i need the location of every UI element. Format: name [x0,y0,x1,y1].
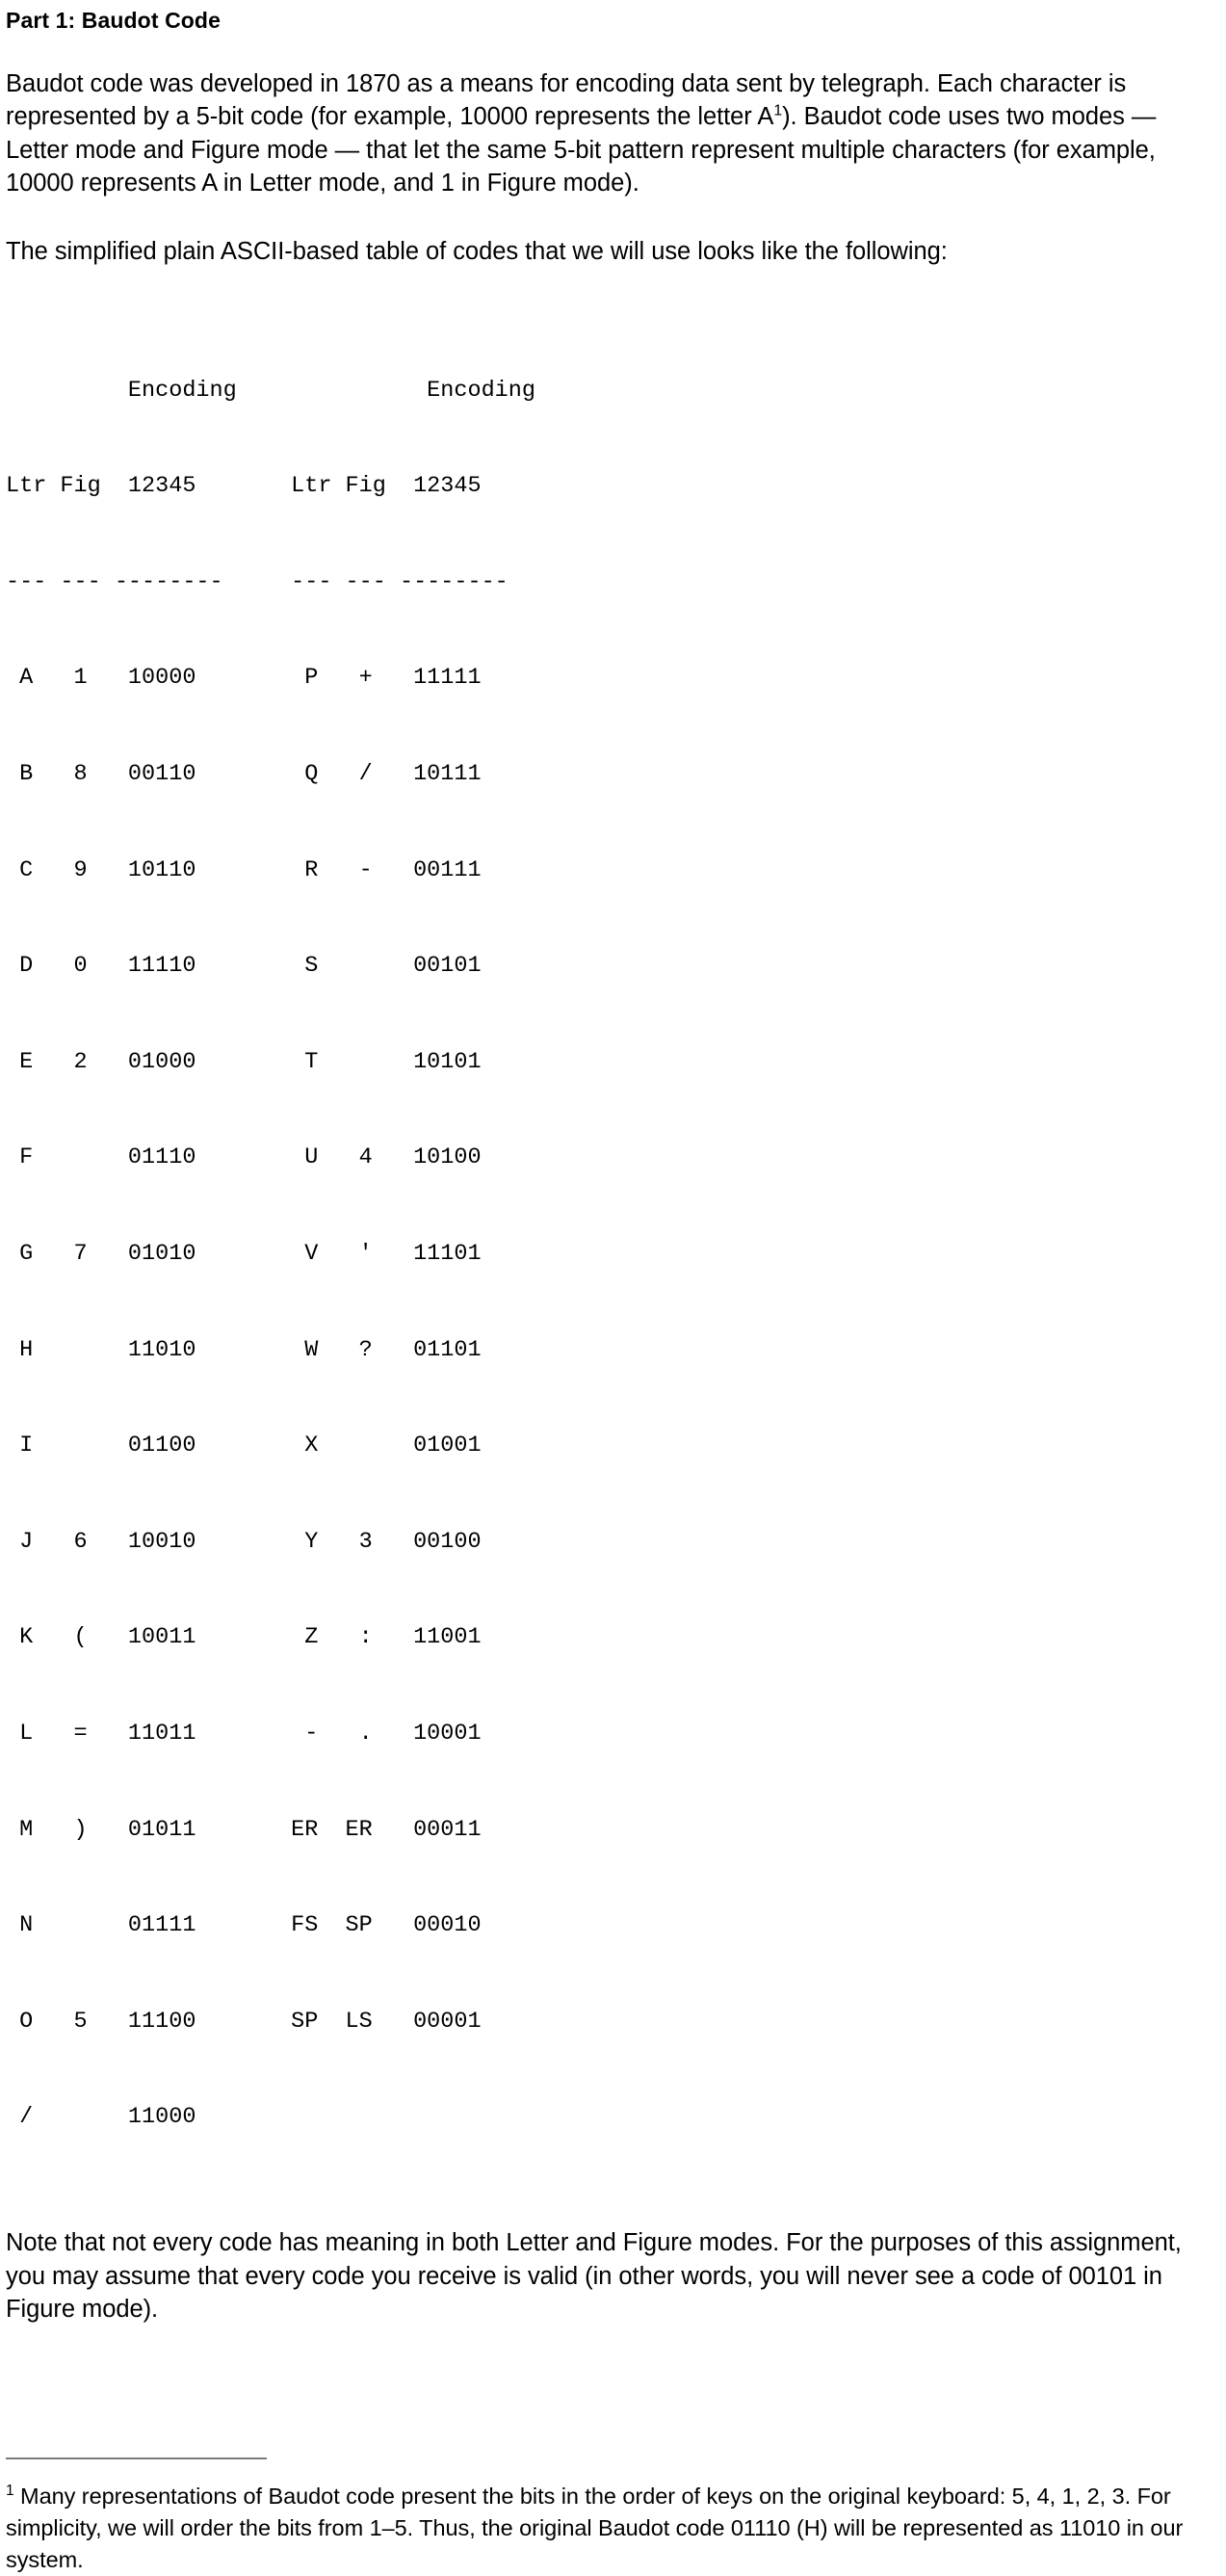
table-row: N 01111 FS SP 00010 [6,1912,482,1939]
table-row: L = 11011 - . 10001 [6,1721,482,1748]
table-row: K ( 10011 Z : 11001 [6,1624,482,1651]
intro-text-part-1: Baudot code was developed in 1870 as a means for encoding data sent by telegraph. Each character is represented by a 5-bit code (for example, 10000 represents the letter A [6,69,1127,131]
table-row: M ) 01011 ER ER 00011 [6,1816,482,1843]
intro-paragraph [0,35,1226,200]
table-row: / 11000 [6,2104,196,2131]
footnote-separator-rule [6,2458,267,2459]
table-row: B 8 00110 Q / 10111 [6,760,482,787]
table-row: F 01110 U 4 10100 [6,1144,482,1171]
table-row: C 9 10110 R - 00111 [6,856,482,883]
table-row: I 01100 X 01001 [6,1433,482,1459]
table-row: A 1 10000 P + 11111 [6,665,482,692]
footnote-body-text: Many representations of Baudot code present the bits in the order of keys on the original keyboard: 5, 4, 1, 2, 3. For simplicity, we will order the bits from 1–5. Thus, the original Baudot code 01110 (H) will be represented as 11010 in our system. [6,2483,1184,2572]
note-paragraph: Note that not every code has meaning in both Letter and Figure modes. For the purposes of this assignment, you may assume that every code you receive is valid (in other words, you will never see a code of 00101 in Figure mode). [6,2229,1182,2324]
code-table-column-header-row: Ltr Fig 12345 Ltr Fig 12345 [6,473,482,500]
table-row: G 7 01010 V ' 11101 [6,1240,482,1267]
footnote-marker: 1 [6,2482,14,2499]
table-intro-paragraph: The simplified plain ASCII-based table of codes that we will use looks like the following: [6,237,948,265]
baudot-code-table [0,268,1226,2197]
table-row: H 11010 W ? 01101 [6,1336,482,1363]
code-table-rule-row: --- --- -------- --- --- -------- [6,568,509,595]
code-table-encoding-header-row: Encoding Encoding [6,377,535,404]
page-title: Part 1: Baudot Code [6,8,221,33]
footnote-reference-marker: 1 [773,102,783,119]
table-row: O 5 11100 SP LS 00001 [6,2008,482,2035]
footnote-area [0,2458,1226,2576]
footnote-1 [6,2481,1205,2576]
table-row: D 0 11110 S 00101 [6,953,482,980]
table-row: J 6 10010 Y 3 00100 [6,1528,482,1555]
intro-text-part-2: ). Baudot code uses two modes — Letter mode and Figure mode — that let the same 5-bit pattern represent multiple characters (for example, 10000 represents A in Letter mode, and 1 in Figure mode). [6,103,1157,197]
table-row: E 2 01000 T 10101 [6,1048,482,1075]
